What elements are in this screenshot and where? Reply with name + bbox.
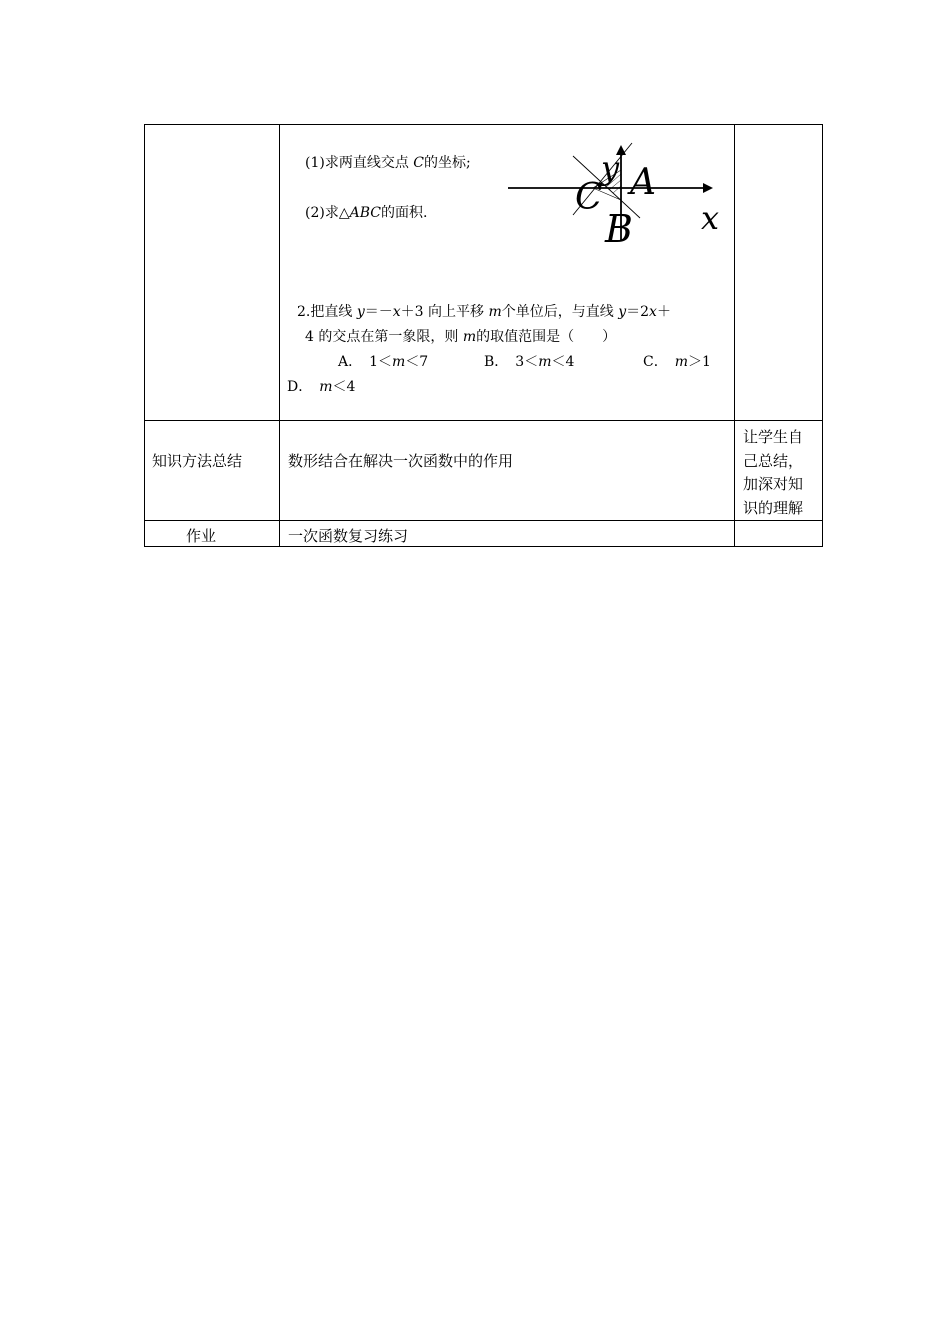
table-col-divider-2	[734, 124, 735, 547]
table-border-left	[144, 124, 145, 547]
label-b: B	[605, 207, 633, 251]
problem-2-line-2: 4 的交点在第一象限，则 m的取值范围是（ ）	[305, 329, 617, 345]
label-c: C	[575, 177, 603, 218]
summary-note-line: 识的理解	[743, 498, 804, 517]
summary-note	[743, 426, 803, 520]
option-b: B． 3＜m＜4	[484, 354, 575, 370]
option-d: D． m＜4	[287, 379, 356, 395]
summary-content: 数形结合在解决一次函数中的作用	[288, 452, 514, 470]
problem-2-line-1: 2.把直线 y＝－x＋3 向上平移 m个单位后，与直线 y＝2x＋	[297, 304, 671, 320]
label-a: A	[630, 162, 656, 203]
homework-content: 一次函数复习练习	[288, 527, 409, 545]
option-a: A． 1＜m＜7	[338, 354, 429, 370]
table-border-right	[822, 124, 823, 547]
homework-label: 作业	[186, 527, 217, 545]
question-1: (1)求两直线交点 C的坐标;	[305, 155, 471, 171]
option-c: C． m＞1	[643, 354, 711, 370]
x-axis-arrow	[703, 183, 713, 193]
summary-note-line: 己总结，	[743, 451, 804, 470]
coordinate-figure	[505, 140, 730, 250]
table-row-divider-2	[144, 520, 823, 521]
summary-note-line: 加深对知	[743, 475, 804, 493]
summary-note-line: 让学生自	[743, 428, 804, 446]
table-col-divider-1	[279, 124, 280, 547]
summary-label: 知识方法总结	[152, 452, 243, 470]
question-2: (2)求△ABC的面积.	[305, 205, 428, 221]
table-border-top	[144, 124, 823, 125]
label-y: y	[601, 149, 620, 187]
label-x: x	[701, 199, 720, 237]
table-border-bottom	[144, 546, 823, 547]
table-row-divider-1	[144, 420, 823, 421]
